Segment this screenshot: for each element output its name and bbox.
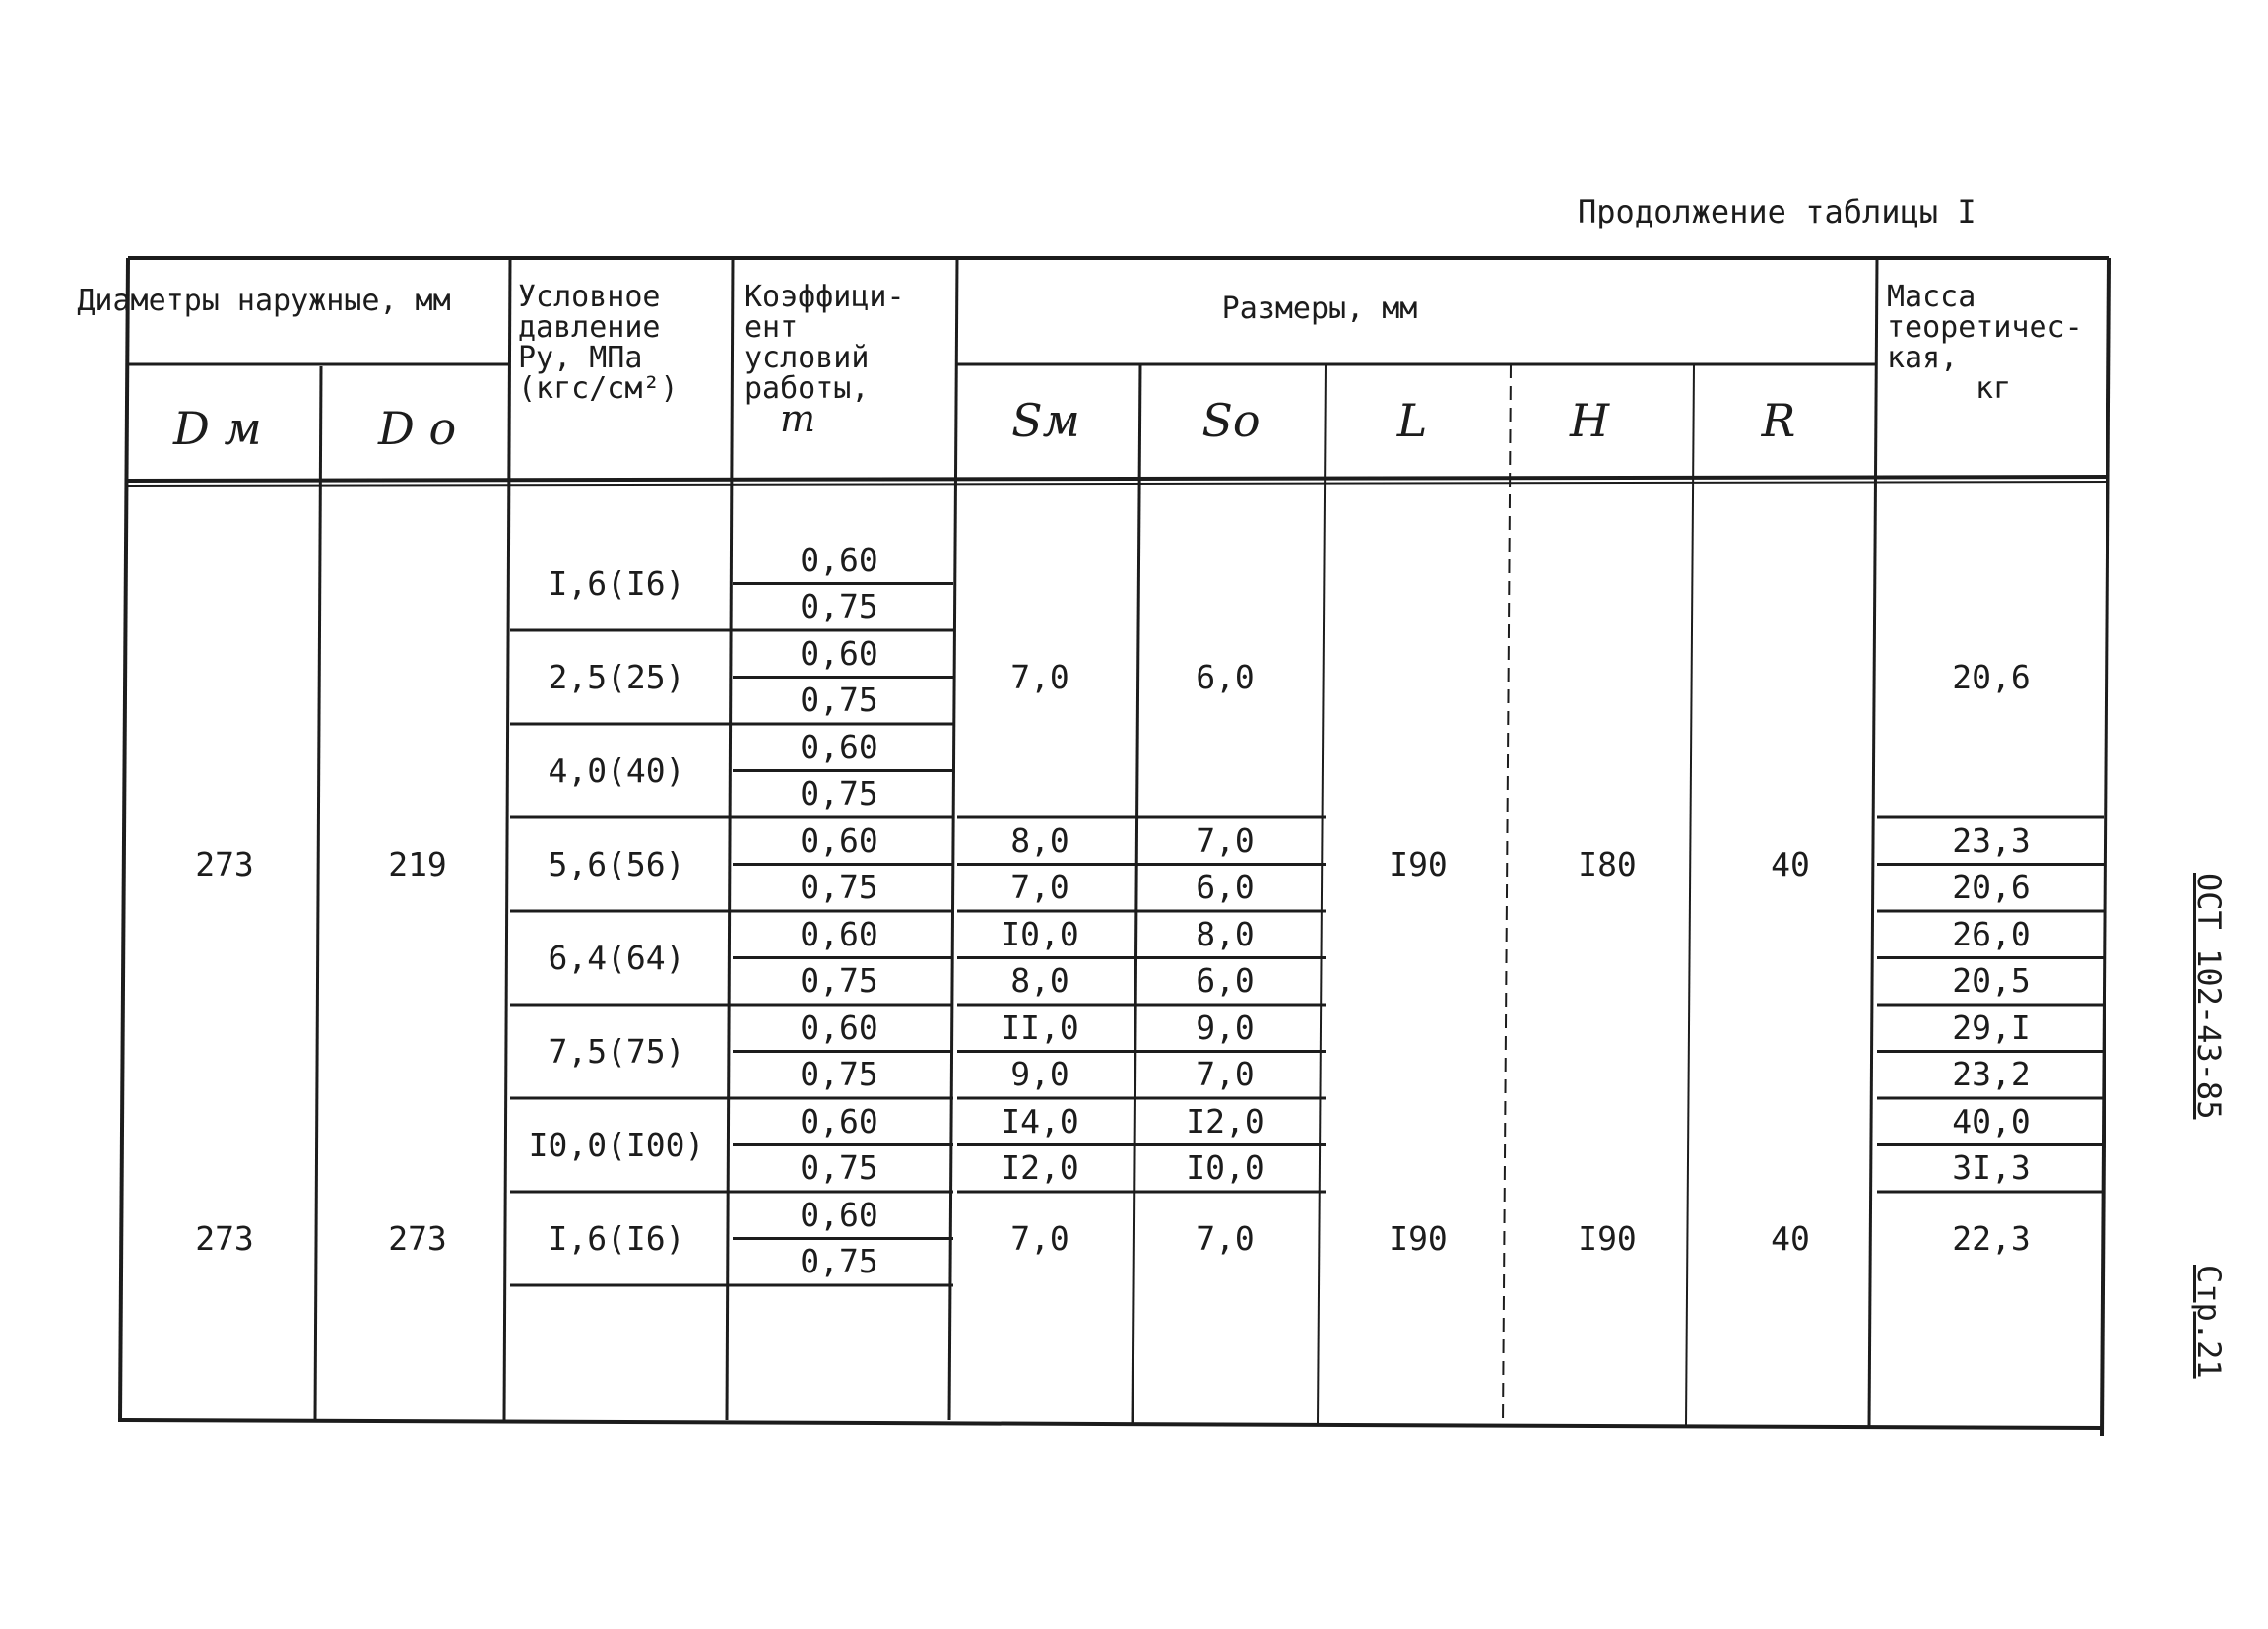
coefficient-cell: 0,60 <box>800 1101 878 1140</box>
coefficient-cell: 0,75 <box>800 1055 878 1094</box>
dm-cell: 273 <box>195 1218 254 1258</box>
l-cell: I90 <box>1389 844 1448 883</box>
dm-header: D м <box>173 402 262 455</box>
pressure-cell: 4,0(40) <box>548 750 685 790</box>
table-caption: Продолжение таблицы I <box>1578 193 1976 230</box>
side-standard-number: ОСТ 102-43-85 <box>2190 873 2228 1120</box>
mass-header-line: кг <box>1976 371 2012 406</box>
do-cell: 219 <box>388 844 447 883</box>
side-page-number: Стр.21 <box>2190 1265 2228 1379</box>
mass-cell: 40,0 <box>1952 1101 2031 1140</box>
coefficient-cell: 0,60 <box>800 914 878 953</box>
sm-cell: 8,0 <box>1010 820 1069 860</box>
coefficient-cell: 0,60 <box>800 1008 878 1047</box>
coefficient-header-symbol: m <box>780 397 816 440</box>
pressure-cell: 5,6(56) <box>548 844 685 883</box>
sm-cell: I0,0 <box>1001 914 1079 953</box>
sm-cell: II,0 <box>1001 1008 1079 1047</box>
side-standard-label <box>2190 873 2228 1119</box>
so-cell: 7,0 <box>1196 1218 1255 1258</box>
so-cell: I0,0 <box>1186 1148 1264 1188</box>
sm-cell: 9,0 <box>1010 1055 1069 1094</box>
mass-cell: 20,5 <box>1952 961 2031 1001</box>
mass-cell: 29,I <box>1952 1008 2031 1047</box>
h-cell: I90 <box>1578 1218 1637 1258</box>
coefficient-cell: 0,60 <box>800 727 878 766</box>
coefficient-header-line: условий <box>745 341 870 375</box>
sizes-header: Размеры, мм <box>1221 292 1418 326</box>
sm-cell: 7,0 <box>1010 1218 1069 1258</box>
pressure-cell: 6,4(64) <box>548 938 685 977</box>
coefficient-cell: 0,75 <box>800 681 878 720</box>
coefficient-cell: 0,60 <box>800 1195 878 1234</box>
coefficient-cell: 0,60 <box>800 633 878 673</box>
pressure-cell: I0,0(I00) <box>528 1125 705 1164</box>
coefficient-cell: 0,60 <box>800 540 878 579</box>
so-cell: 8,0 <box>1196 914 1255 953</box>
h-cell: I80 <box>1578 844 1637 883</box>
sm-header: Sм <box>1011 394 1080 447</box>
mass-cell: 26,0 <box>1952 914 2031 953</box>
coefficient-header-line: ент <box>745 310 799 345</box>
diameters-header: Диаметры наружные, мм <box>77 284 451 318</box>
mass-cell: 23,3 <box>1952 820 2031 860</box>
pressure-cell: 2,5(25) <box>548 657 685 696</box>
mass-header-line: Масса <box>1887 280 1976 314</box>
coefficient-cell: 0,75 <box>800 868 878 907</box>
mass-cell: 20,6 <box>1952 657 2031 696</box>
do-cell: 273 <box>388 1218 447 1258</box>
so-cell: 6,0 <box>1196 657 1255 696</box>
sm-cell: 7,0 <box>1010 868 1069 907</box>
coefficient-cell: 0,60 <box>800 820 878 860</box>
sm-cell: 7,0 <box>1010 657 1069 696</box>
side-page-label <box>2190 1265 2228 1379</box>
coefficient-header-line: работы, <box>745 371 870 406</box>
so-cell: 7,0 <box>1196 820 1255 860</box>
mass-cell: 23,2 <box>1952 1055 2031 1094</box>
pressure-header-line: Pу, МПа <box>518 341 643 375</box>
pressure-cell: 7,5(75) <box>548 1031 685 1071</box>
coefficient-cell: 0,75 <box>800 587 878 626</box>
coefficient-header-line: Коэффици- <box>745 280 905 314</box>
pressure-header-line: Условное <box>518 280 661 314</box>
pressure-cell: I,6(I6) <box>548 1218 685 1258</box>
mass-cell: 22,3 <box>1952 1218 2031 1258</box>
so-header: Sо <box>1201 394 1261 447</box>
r-header: R <box>1761 394 1796 447</box>
r-cell: 40 <box>1771 1218 1810 1258</box>
so-cell: 9,0 <box>1196 1008 1255 1047</box>
sm-cell: I4,0 <box>1001 1101 1079 1140</box>
sm-cell: I2,0 <box>1001 1148 1079 1188</box>
pressure-header-line: (кгс/см²) <box>518 371 679 406</box>
coefficient-cell: 0,75 <box>800 1242 878 1281</box>
sm-cell: 8,0 <box>1010 961 1069 1001</box>
so-cell: I2,0 <box>1186 1101 1264 1140</box>
pressure-header-line: давление <box>518 310 661 345</box>
so-cell: 7,0 <box>1196 1055 1255 1094</box>
pressure-cell: I,6(I6) <box>548 563 685 603</box>
coefficient-cell: 0,75 <box>800 1148 878 1188</box>
coefficient-cell: 0,75 <box>800 961 878 1001</box>
so-cell: 6,0 <box>1196 868 1255 907</box>
so-cell: 6,0 <box>1196 961 1255 1001</box>
mass-header-line: теоретичес- <box>1887 310 2083 345</box>
mass-header-line: кая, <box>1887 341 1959 375</box>
mass-cell: 3I,3 <box>1952 1148 2031 1188</box>
do-header: D о <box>378 402 457 455</box>
mass-cell: 20,6 <box>1952 868 2031 907</box>
dm-cell: 273 <box>195 844 254 883</box>
r-cell: 40 <box>1771 844 1810 883</box>
coefficient-cell: 0,75 <box>800 774 878 814</box>
h-header: H <box>1569 394 1610 447</box>
l-header: L <box>1396 394 1428 447</box>
l-cell: I90 <box>1389 1218 1448 1258</box>
